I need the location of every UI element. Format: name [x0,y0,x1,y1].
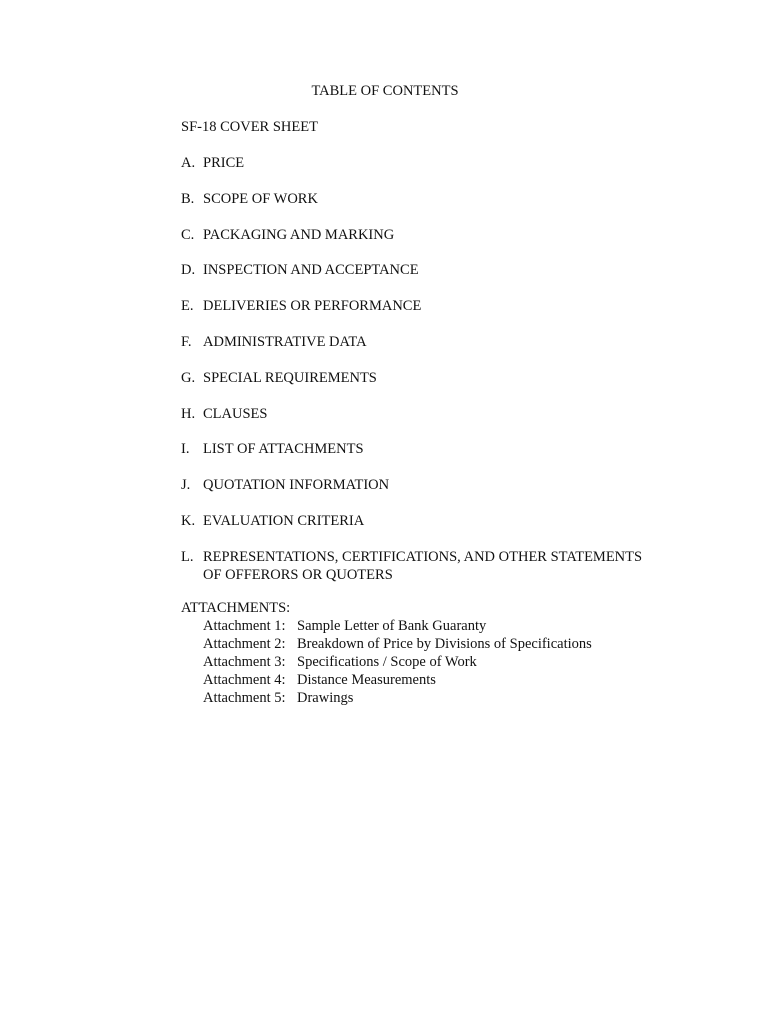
toc-item-text: EVALUATION CRITERIA [203,512,365,529]
toc-item-f [181,333,701,369]
attachments-section [181,599,592,707]
attachments-heading: ATTACHMENTS: [181,600,291,616]
attachment-row [181,635,592,653]
toc-item-letter: D. [181,262,196,279]
toc-item-text: QUOTATION INFORMATION [203,477,390,494]
toc-item-letter: E. [181,298,194,315]
toc-item-e [181,297,701,333]
toc-item-b [181,190,701,226]
attachment-text: Breakdown of Price by Divisions of Specifications [297,636,592,652]
toc-item-letter: C. [181,226,195,243]
attachment-row [181,671,592,689]
toc-item-letter: F. [181,333,192,350]
toc-item-letter: A. [181,155,196,171]
toc-item-g [181,369,701,405]
toc-item-letter: J. [181,477,191,494]
attachment-text: Specifications / Scope of Work [297,654,477,670]
attachment-label: Attachment 5: [203,690,286,706]
toc-list [181,118,701,604]
attachment-label: Attachment 3: [203,654,286,670]
toc-item-d [181,261,701,297]
toc-item-j [181,476,701,512]
toc-item-l [181,548,701,604]
toc-item-i [181,440,701,476]
attachment-text: Drawings [297,690,354,706]
toc-item-text: DELIVERIES OR PERFORMANCE [203,298,422,315]
toc-item-text: INSPECTION AND ACCEPTANCE [203,262,419,279]
toc-item-letter: K. [181,512,196,529]
toc-item-letter: L. [181,548,194,565]
toc-item-letter: G. [181,369,196,386]
toc-item-text: SF-18 COVER SHEET [181,119,318,135]
toc-item-h [181,405,701,441]
toc-item-k [181,512,701,548]
attachment-label: Attachment 4: [203,672,286,688]
toc-item-text: REPRESENTATIONS, CERTIFICATIONS, AND OTHER STATEMENTS OF OFFERORS OR QUOTERS [203,548,643,583]
toc-item-text: PRICE [203,155,245,171]
attachment-text: Sample Letter of Bank Guaranty [297,618,487,634]
toc-item-letter: H. [181,405,196,422]
toc-item-text: SPECIAL REQUIREMENTS [203,369,377,386]
toc-item-text: ADMINISTRATIVE DATA [203,333,367,350]
toc-item-c [181,226,701,262]
toc-item-letter: B. [181,190,195,207]
attachment-text: Distance Measurements [297,672,436,688]
toc-item-text: LIST OF ATTACHMENTS [203,441,364,458]
toc-item-text: SCOPE OF WORK [203,190,318,207]
attachment-row [181,689,592,707]
attachment-label: Attachment 2: [203,636,286,652]
toc-item-letter: I. [181,441,190,458]
attachment-row [181,653,592,671]
toc-item-text: CLAUSES [203,405,268,422]
page-title: TABLE OF CONTENTS [311,83,459,99]
attachment-label: Attachment 1: [203,618,286,634]
attachment-row [181,617,592,635]
toc-item-a [181,154,701,190]
toc-item-text: PACKAGING AND MARKING [203,226,395,243]
toc-item-cover-sheet [181,118,701,154]
